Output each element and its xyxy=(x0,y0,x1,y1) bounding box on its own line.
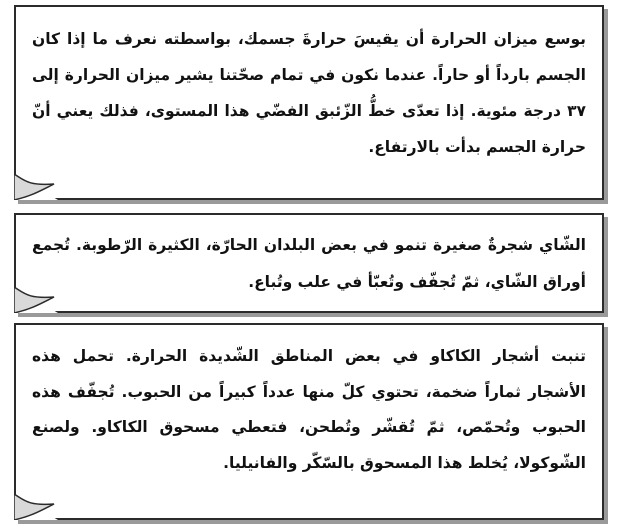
card-paragraph: تنبت أشجار الكاكاو في بعض المناطق الشّديدة الحرارة. تحمل هذه الأشجار ثماراً ضخمة، تحتوي كلّ منها عدداً كبيراً من الحبوب. تُجفّف هذه الحبوب وتُحمّص، ثمّ تُقشّر وتُطحن، فتعطي مسحوق الكاكاو. ولصنع الشّوكولا، يُخلط هذا المسحوق بالسّكّر والفانيليا. xyxy=(32,347,586,472)
card-paragraph: بوسع ميزان الحرارة أن يقيسَ حرارةَ جسمك، بواسطته نعرف ما إذا كان الجسم بارداً أو حاراً. عندما نكون في تمام صحّتنا يشير ميزان الحرارة إلى ٣٧ درجة مئوية. إذا تعدّى خطُّ الزّئبق الفضّي هذا المستوى، فذلك يعني أنّ حرارة الجسم بدأت بالارتفاع. xyxy=(32,30,586,156)
text-card-thermometer xyxy=(14,5,604,200)
page-curl-icon xyxy=(14,174,58,200)
page-curl-icon xyxy=(14,287,58,313)
page-curl-icon xyxy=(14,494,58,520)
text-card-tea xyxy=(14,213,604,313)
text-card-cocoa xyxy=(14,323,604,520)
card-paragraph: الشّاي شجرةٌ صغيرة تنمو في بعض البلدان الحارّة، الكثيرة الرّطوبة. تُجمع أوراق الشّاي، ثمّ تُجفّف وتُعبّأ في علب وتُباع. xyxy=(32,236,586,291)
